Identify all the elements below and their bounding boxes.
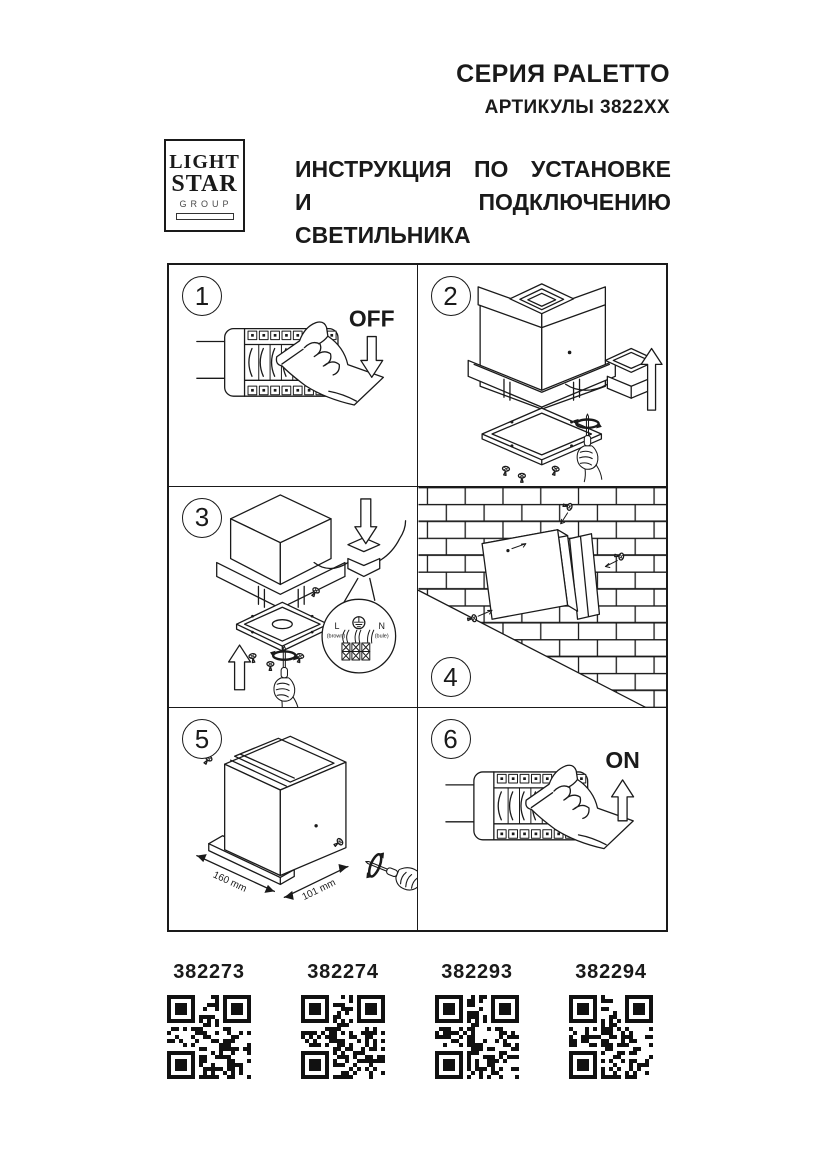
screw-icon [501,466,509,476]
screw-icon [518,473,525,482]
lamp-body [225,737,346,876]
article-number: 382293 [441,961,513,983]
arrow-down-icon [355,499,377,544]
title-line-1: ИНСТРУКЦИЯ ПО УСТАНОВКЕ [295,156,671,182]
qr-code [435,995,519,1079]
header [456,60,670,119]
step-1-panel [169,265,418,487]
logo-light: LIGHT [169,150,240,173]
article-col-3 [434,961,520,1079]
arrow-up-icon [229,645,251,690]
instruction-grid [167,263,668,932]
screwdriver-hand-icon [270,646,299,708]
qr-code [167,995,251,1079]
article-col-2 [300,961,386,1079]
off-label: OFF [348,305,395,332]
step-6-panel [418,708,667,930]
article-codes [166,961,654,1079]
article-col-1 [166,961,252,1079]
step-4-panel [418,487,667,709]
step-1-number: 1 [182,276,222,316]
flag-red [218,214,232,219]
on-label: ON [604,747,640,774]
screwdriver-hand-icon [360,848,416,903]
screw-icon [267,661,274,670]
dim-160-label: 160 mm [211,869,249,896]
step-6-number: 6 [431,719,471,759]
article-number: 382294 [575,961,647,983]
step-2-number: 2 [431,276,471,316]
neutral-terminal-label: N [378,620,385,631]
step-4-number: 4 [431,657,471,697]
qr-code [569,995,653,1079]
page-title [295,153,671,252]
lamp-body [231,495,331,584]
step-2-panel [418,265,667,487]
title-line-2: И ПОДКЛЮЧЕНИЮ СВЕТИЛЬНИКА [295,189,671,248]
live-terminal-label: L [334,620,340,631]
dim-101-label: 101 mm [300,877,338,904]
logo-group: GROUP [179,198,233,209]
step-3-panel [169,487,418,709]
article-number: 382273 [173,961,245,983]
flag-white [191,214,218,219]
article-col-4 [568,961,654,1079]
screw-icon [550,466,559,476]
series-title: СЕРИЯ PALETTO [456,60,670,88]
flag-green [177,214,191,219]
neutral-terminal-note: (bule) [374,633,389,640]
screwdriver-hand-icon [573,414,602,482]
step-5-number: 5 [182,719,222,759]
articles-subtitle: АРТИКУЛЫ 3822XX [484,97,670,118]
italian-flag-stripe [176,213,234,220]
live-terminal-note: (brown) [326,633,346,640]
logo-star: STAR [171,170,238,197]
mounting-plate [237,602,328,651]
step-5-panel [169,708,418,930]
lamp-body [482,529,577,618]
lightstar-logo [164,139,245,232]
article-number: 382274 [307,961,379,983]
wiring-detail [322,599,396,673]
terminal-block [342,643,370,660]
qr-code [301,995,385,1079]
step-3-number: 3 [182,498,222,538]
